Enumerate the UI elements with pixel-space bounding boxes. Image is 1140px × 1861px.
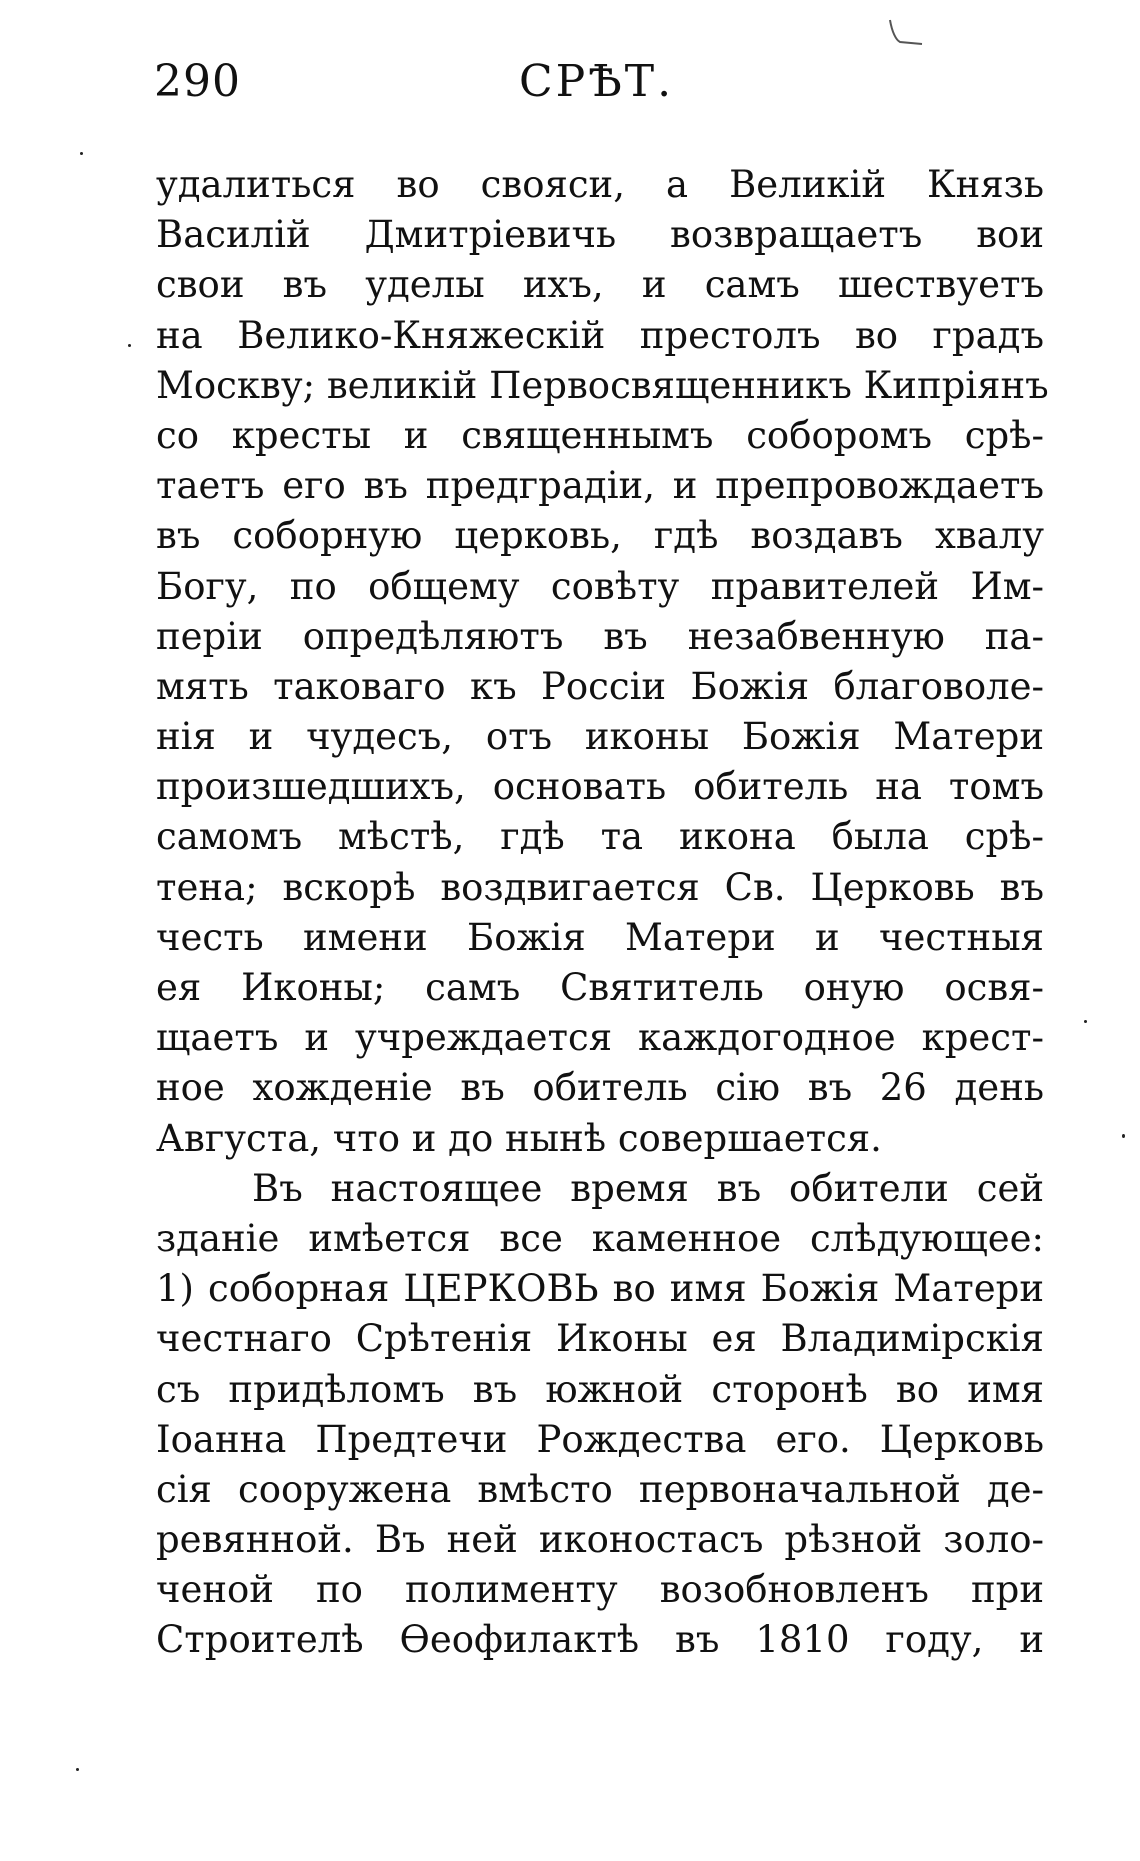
text-line: удалиться во свояси, а Великій Князь	[156, 163, 1044, 206]
text-line: 1) соборная ЦЕРКОВЬ во имя Божія Матери	[156, 1267, 1044, 1311]
text-line: съ придѣломъ въ южной сторонѣ во имя	[156, 1367, 1044, 1411]
text-line: таетъ его въ предградіи, и препровождаетъ	[156, 464, 1044, 508]
text-line: Въ настоящее время въ обители сей	[252, 1166, 1044, 1210]
page-header	[154, 56, 1044, 116]
text-line: ревянной. Въ ней иконостасъ рѣзной золо-	[156, 1518, 1044, 1562]
text-line: ное хожденіе въ обитель сію въ 26 день	[156, 1066, 1044, 1110]
text-line: на Велико-Княжескій престолъ во градъ	[156, 313, 1044, 357]
text-line: Строителѣ Ѳеофилактѣ въ 1810 году, и	[156, 1618, 1044, 1662]
ink-speck	[1084, 1020, 1087, 1023]
text-line: ченой по полименту возобновленъ при	[156, 1568, 1044, 1612]
ink-speck	[80, 152, 83, 155]
text-line: самомъ мѣстѣ, гдѣ та икона была срѣ-	[156, 815, 1044, 859]
text-line: честнаго Срѣтенія Иконы ея Владимірскія	[156, 1317, 1044, 1361]
text-line: зданіе имѣется все каменное слѣдующее:	[156, 1216, 1044, 1260]
text-line: Іоанна Предтечи Рождества его. Церковь	[156, 1417, 1044, 1461]
ink-speck	[1122, 1134, 1125, 1138]
ink-speck	[128, 344, 131, 347]
body-text	[156, 160, 1049, 1666]
text-line: щаетъ и учреждается каждогодное крест-	[156, 1016, 1044, 1060]
text-line: Москву; великій Первосвященникъ Кипріянъ	[156, 363, 1049, 407]
text-line: сія сооружена вмѣсто первоначальной де-	[156, 1467, 1044, 1511]
text-line: нія и чудесъ, отъ иконы Божія Матери	[156, 715, 1044, 759]
ink-speck	[76, 1768, 79, 1771]
text-line: честь имени Божія Матери и честныя	[156, 915, 1044, 959]
text-line: мять таковаго къ Россіи Божія благоволе-	[156, 664, 1044, 708]
text-line: Богу, по общему совѣту правителей Им-	[156, 564, 1044, 608]
text-line: свои въ уделы ихъ, и самъ шествуетъ	[156, 263, 1044, 307]
text-line: въ соборную церковь, гдѣ воздавъ хвалу	[156, 514, 1044, 558]
text-line: со кресты и священнымъ соборомъ срѣ-	[156, 413, 1044, 457]
text-line: ея Иконы; самъ Святитель оную освя-	[156, 966, 1044, 1009]
text-line: Василій Дмитріевичь возвращаетъ вои	[156, 213, 1044, 257]
text-line: Августа, что и до нынѣ совершается.	[156, 1116, 882, 1160]
text-line: періи опредѣляютъ въ незабвенную па-	[156, 614, 1044, 658]
running-head: СРѢТ.	[519, 56, 675, 107]
pencil-mark	[886, 18, 926, 48]
text-line: тена; вскорѣ воздвигается Св. Церковь въ	[156, 865, 1044, 909]
text-line: произшедшихъ, основать обитель на томъ	[156, 765, 1044, 809]
page-number: 290	[154, 56, 241, 107]
